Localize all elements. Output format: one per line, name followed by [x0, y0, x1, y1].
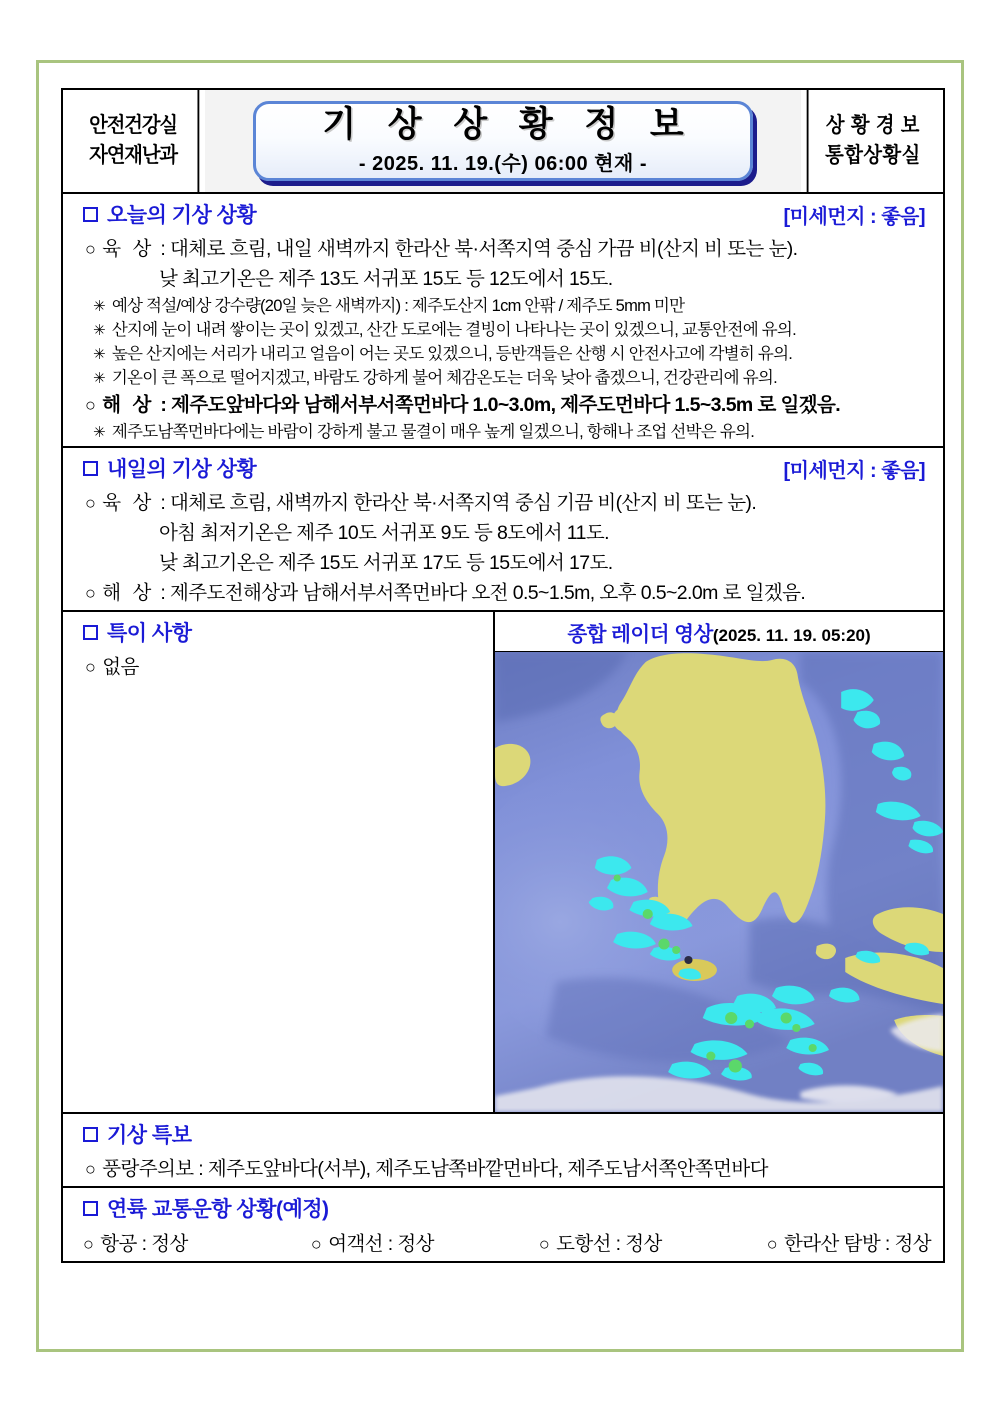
today-sea-note	[63, 418, 943, 446]
office-line-1: 상 황 경 보	[825, 114, 920, 138]
today-sea-label: 해 상	[102, 394, 155, 416]
transport-status-row	[63, 1226, 943, 1261]
checkbox-square-icon	[83, 461, 98, 476]
circle-bullet-icon: ○	[85, 583, 96, 603]
today-sea-text: : 제주도앞바다와 남해서부서쪽먼바다 1.0~3.0m, 제주도먼바다 1.5~3.5m 로 일겠음.	[160, 394, 841, 416]
section-weather-warning	[63, 1114, 943, 1188]
radar-image	[495, 652, 943, 1112]
tomorrow-land-label: 육 상	[102, 492, 155, 514]
tomorrow-land-text: : 대체로 흐림, 새벽까지 한라산 북·서쪽지역 중심 기끔 비(산지 비 또는 눈).	[160, 492, 757, 514]
warning-heading-label: 기상 특보	[107, 1124, 192, 1147]
asterisk-bullet-icon: ✳	[93, 322, 105, 339]
today-land-text: : 대체로 흐림, 내일 새벽까지 한라산 북·서쪽지역 중심 가끔 비(산지 비 또는 눈).	[160, 238, 798, 260]
warning-heading-group	[83, 1119, 191, 1149]
department-line-2: 자연재난과	[89, 143, 177, 167]
radar-caption-time: (2025. 11. 19. 05:20)	[712, 626, 871, 645]
today-note-2-text: 산지에 눈이 내려 쌓이는 곳이 있겠고, 산간 도로에는 결빙이 나타나는 곳이 있겠으니, 교통안전에 유의.	[111, 321, 796, 339]
today-note-3	[63, 340, 943, 364]
warning-item-text: 풍랑주의보 : 제주도앞바다(서부), 제주도남쪽바깥먼바다, 제주도남서쪽안쪽먼바다	[102, 1158, 768, 1180]
today-land-label: 육 상	[102, 238, 155, 260]
radar-caption-title: 종합 레이더 영상	[567, 623, 713, 646]
checkbox-square-icon	[83, 1127, 98, 1142]
checkbox-square-icon	[83, 625, 98, 640]
asterisk-bullet-icon: ✳	[93, 298, 105, 315]
today-sea-line	[63, 388, 943, 418]
transport-item-island-boat	[539, 1228, 767, 1256]
section-transport	[63, 1188, 943, 1261]
today-land-line	[63, 232, 943, 262]
transport-item-hallasan	[767, 1228, 931, 1256]
department-line-1: 안전건강실	[89, 114, 177, 138]
tomorrow-land-text-2: 아침 최저기온은 제주 10도 서귀포 9도 등 8도에서 11도.	[159, 522, 609, 544]
today-note-4	[63, 364, 943, 388]
checkbox-square-icon	[83, 1201, 98, 1216]
circle-bullet-icon: ○	[85, 1159, 96, 1179]
page-title: 기 상 상 황 정 보	[322, 105, 695, 145]
split-row	[63, 612, 943, 1112]
transport-item-hallasan-text: 한라산 탐방 : 정상	[784, 1233, 931, 1255]
office-line-2: 통합상황실	[825, 143, 921, 167]
special-heading-label: 특이 사항	[107, 622, 192, 645]
special-section-header	[63, 612, 493, 650]
weather-report-table	[61, 88, 945, 1263]
circle-bullet-icon: ○	[766, 1234, 778, 1254]
today-note-1	[63, 292, 943, 316]
radar-caption	[495, 612, 943, 652]
radar-panel	[495, 612, 943, 1112]
masthead-department	[69, 90, 200, 192]
section-today	[63, 194, 943, 448]
tomorrow-sea-text: : 제주도전해상과 남해서부서쪽먼바다 오전 0.5~1.5m, 오후 0.5~2.0m 로 일겠음.	[160, 582, 806, 604]
circle-bullet-icon: ○	[85, 493, 96, 513]
section-special-and-radar	[63, 612, 943, 1114]
circle-bullet-icon: ○	[85, 657, 96, 677]
circle-bullet-icon: ○	[85, 239, 96, 259]
today-note-4-text: 기온이 큰 폭으로 떨어지겠고, 바람도 강하게 불어 체감온도는 더욱 낮아 춥겠으니, 건강관리에 유의.	[111, 369, 777, 387]
today-section-header	[63, 194, 943, 232]
today-note-3-text: 높은 산지에는 서리가 내리고 얼음이 어는 곳도 있겠으니, 등반객들은 산행 시 안전사고에 각별히 유의.	[111, 345, 793, 363]
transport-item-air	[83, 1228, 311, 1256]
report-timestamp: - 2025. 11. 19.(수) 06:00 현재 -	[358, 152, 648, 175]
today-heading-group	[83, 199, 256, 229]
asterisk-bullet-icon: ✳	[93, 346, 105, 363]
warning-section-header	[63, 1114, 943, 1152]
today-dust-badge: [미세먼지 : 좋음]	[783, 205, 925, 228]
masthead-title-area	[205, 90, 801, 192]
transport-heading-label: 연륙 교통운항 상황(예정)	[107, 1198, 329, 1221]
tomorrow-section-header	[63, 448, 943, 486]
circle-bullet-icon: ○	[310, 1234, 322, 1254]
today-land-line-2	[63, 262, 943, 292]
checkbox-square-icon	[83, 207, 98, 222]
masthead	[63, 90, 943, 194]
today-note-2	[63, 316, 943, 340]
transport-item-island-boat-text: 도항선 : 정상	[556, 1233, 662, 1255]
today-heading-label: 오늘의 기상 상황	[107, 204, 257, 227]
tomorrow-heading-label: 내일의 기상 상황	[107, 458, 257, 481]
asterisk-bullet-icon: ✳	[93, 370, 105, 387]
tomorrow-dust-badge: [미세먼지 : 좋음]	[783, 459, 925, 482]
radar-image-svg	[495, 652, 943, 1112]
tomorrow-sea-label: 해 상	[102, 582, 155, 604]
tomorrow-heading-group	[83, 453, 256, 483]
special-item-line	[63, 650, 493, 680]
warning-item-line	[63, 1152, 943, 1186]
masthead-office	[807, 90, 938, 192]
asterisk-bullet-icon: ✳	[93, 424, 105, 441]
circle-bullet-icon: ○	[538, 1234, 550, 1254]
transport-item-ferry-text: 여객선 : 정상	[328, 1233, 434, 1255]
transport-item-ferry	[311, 1228, 539, 1256]
circle-bullet-icon: ○	[83, 1234, 94, 1254]
transport-item-air-text: 항공 : 정상	[100, 1233, 188, 1255]
special-item-text: 없음	[102, 656, 139, 678]
transport-heading-group	[83, 1193, 329, 1223]
today-note-1-text: 예상 적설/예상 강수량(20일 늦은 새벽까지) : 제주도산지 1cm 안팎 / 제주도 5mm 미만	[111, 297, 685, 315]
tomorrow-land-line-2	[63, 516, 943, 546]
special-heading-group	[83, 617, 191, 647]
tomorrow-land-line-3	[63, 546, 943, 576]
tomorrow-land-line	[63, 486, 943, 516]
section-tomorrow	[63, 448, 943, 612]
tomorrow-sea-line	[63, 576, 943, 610]
tomorrow-land-text-3: 낮 최고기온은 제주 15도 서귀포 17도 등 15도에서 17도.	[159, 552, 613, 574]
title-plate	[253, 101, 753, 181]
today-land-text-2: 낮 최고기온은 제주 13도 서귀포 15도 등 12도에서 15도.	[159, 268, 613, 290]
circle-bullet-icon: ○	[85, 395, 96, 415]
special-panel	[63, 612, 495, 1112]
transport-section-header	[63, 1188, 943, 1226]
today-sea-note-text: 제주도남쪽먼바다에는 바람이 강하게 불고 물결이 매우 높게 일겠으니, 항해나 조업 선박은 유의.	[111, 423, 755, 441]
